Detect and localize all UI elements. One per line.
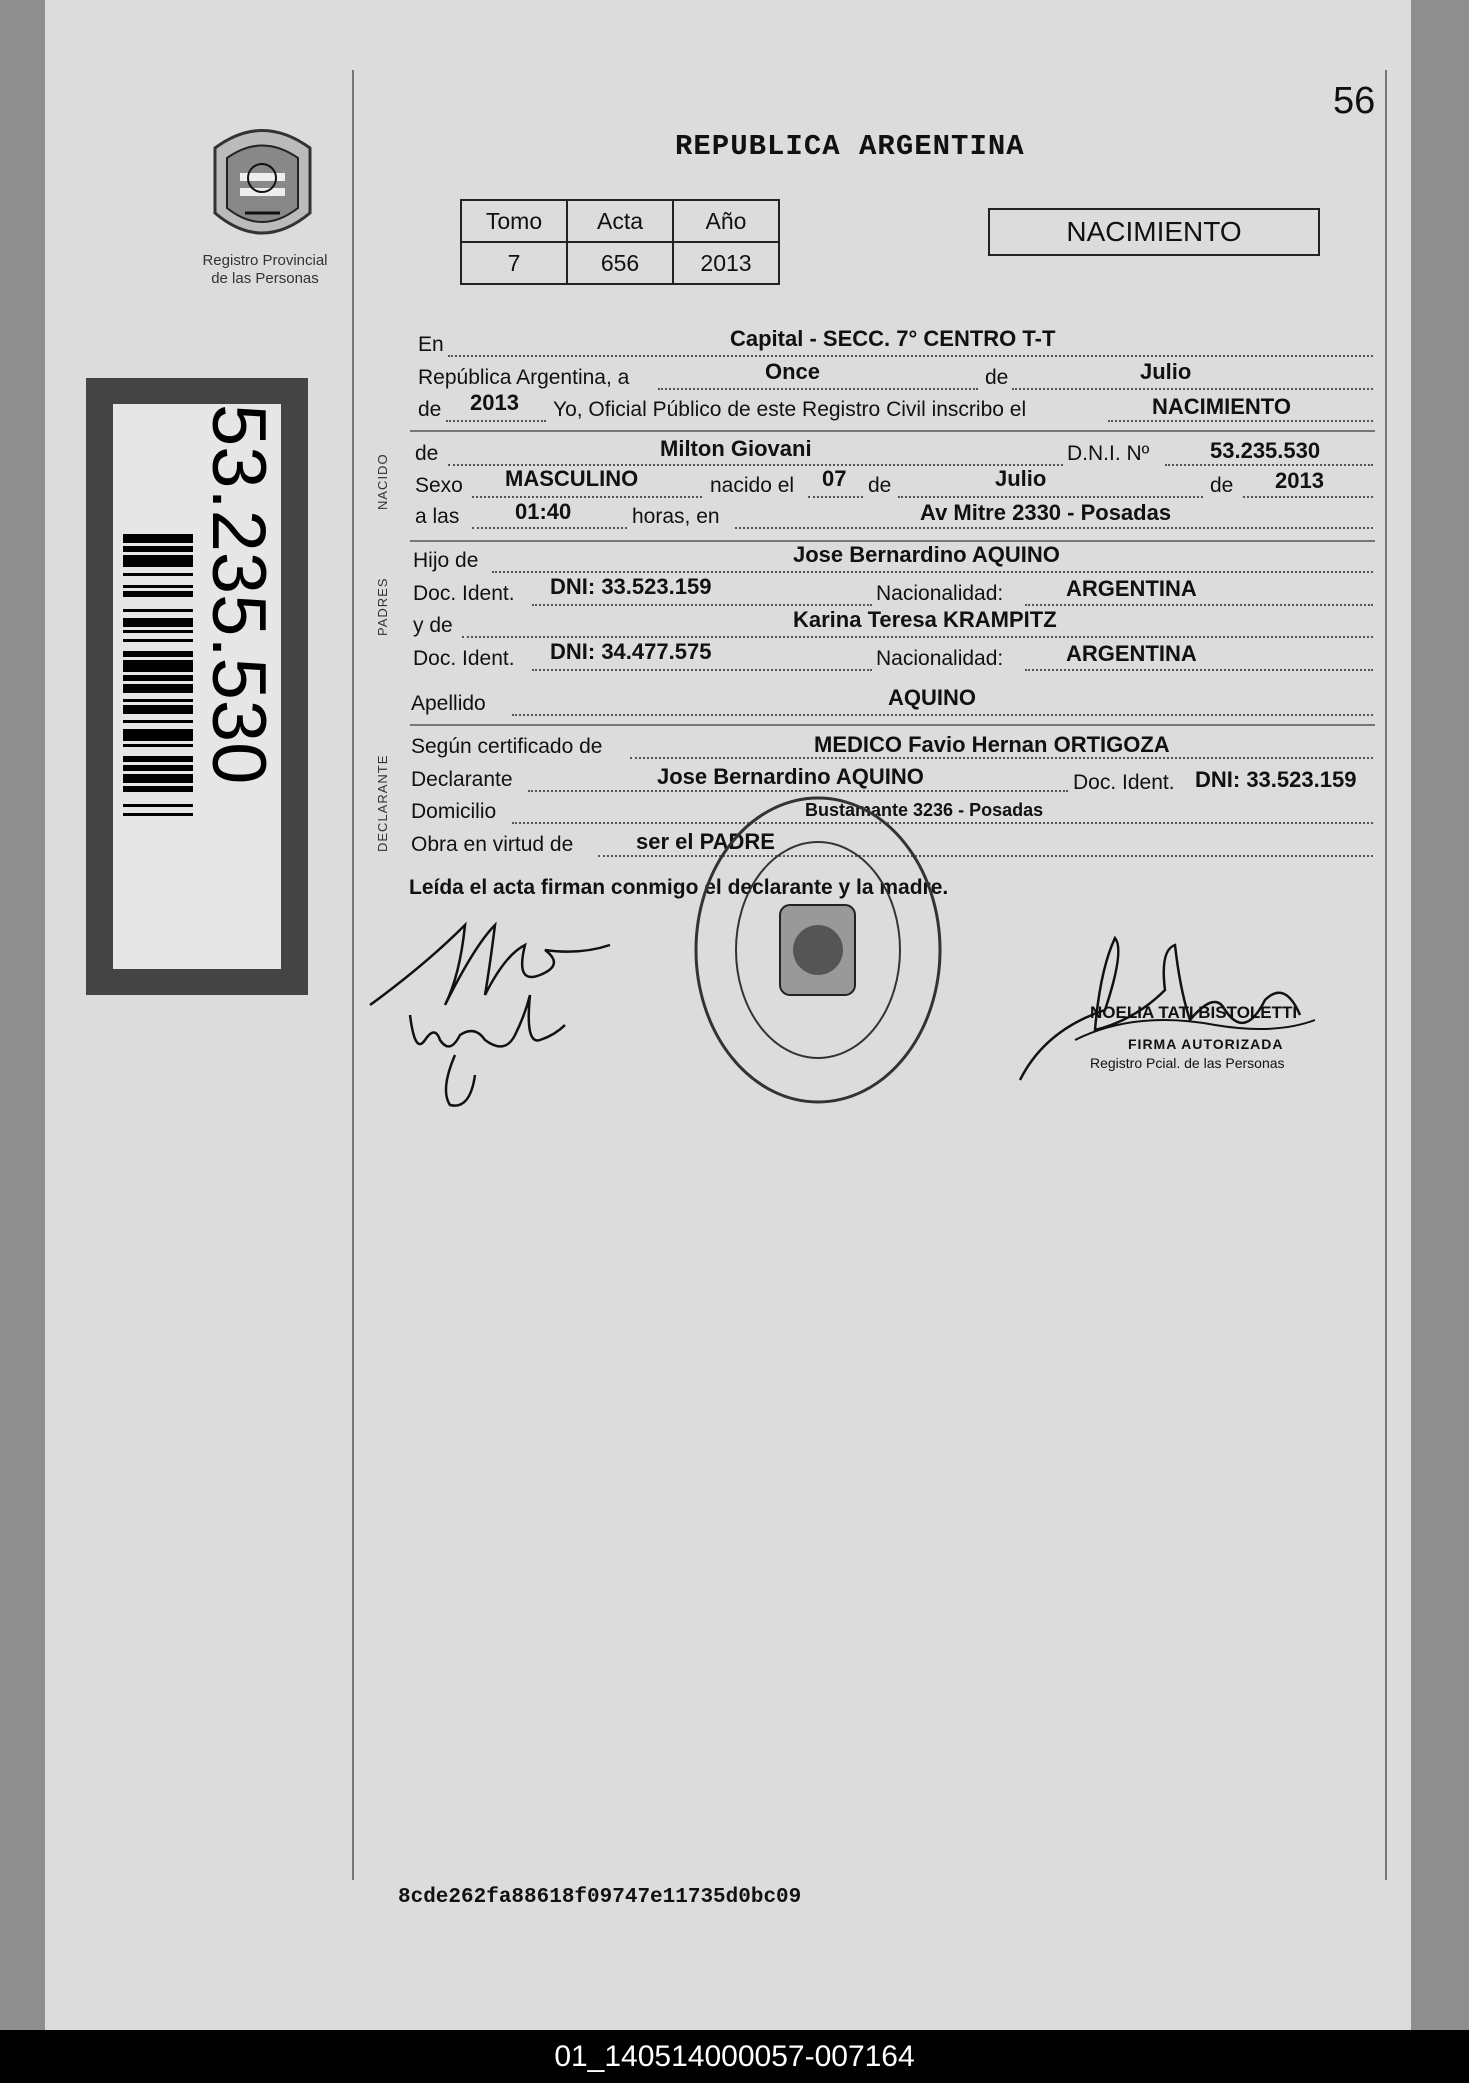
dots-inscribo bbox=[1108, 420, 1373, 422]
footer-id-bar: 01_140514000057-007164 bbox=[0, 2030, 1469, 2083]
record-type-box: NACIMIENTO bbox=[988, 208, 1320, 256]
label-y-de: y de bbox=[413, 614, 453, 637]
section-label-nacido: NACIDO bbox=[375, 453, 390, 510]
label-nacido-de: de bbox=[415, 442, 439, 465]
value-nac-madre: ARGENTINA bbox=[1066, 641, 1197, 666]
separator-3 bbox=[410, 724, 1375, 726]
barcode-label bbox=[86, 378, 308, 995]
label-apellido: Apellido bbox=[411, 692, 486, 715]
dots-madre bbox=[462, 636, 1373, 638]
registry-table bbox=[460, 199, 780, 285]
dots-dia bbox=[658, 388, 978, 390]
value-anio: 2013 bbox=[673, 242, 779, 284]
dots-dia-nac bbox=[808, 496, 863, 498]
label-a-las: a las bbox=[415, 505, 460, 528]
value-en: Capital - SECC. 7° CENTRO T-T bbox=[730, 326, 1056, 351]
value-obra: ser el PADRE bbox=[636, 829, 775, 854]
label-hijo-de: Hijo de bbox=[413, 549, 479, 572]
dots-padre bbox=[492, 571, 1373, 573]
barcode-inner bbox=[113, 404, 281, 969]
value-acta: 656 bbox=[567, 242, 673, 284]
barcode-number-text bbox=[193, 404, 283, 969]
label-de-anio-nac: de bbox=[1210, 474, 1234, 497]
value-lugar: Av Mitre 2330 - Posadas bbox=[920, 500, 1172, 525]
label-certificado: Según certificado de bbox=[411, 735, 603, 758]
document-hash: 8cde262fa88618f09747e11735d0bc09 bbox=[398, 1886, 802, 1909]
value-doc-declarante: DNI: 33.523.159 bbox=[1195, 767, 1357, 792]
label-nac-madre: Nacionalidad: bbox=[876, 647, 1004, 670]
header-acta: Acta bbox=[567, 200, 673, 242]
label-en: En bbox=[418, 333, 444, 356]
label-doc-madre: Doc. Ident. bbox=[413, 647, 515, 670]
value-mes: Julio bbox=[1140, 359, 1192, 384]
label-declarante: Declarante bbox=[411, 768, 513, 791]
logo-caption-line-2: de las Personas bbox=[211, 270, 319, 287]
dots-doc-madre bbox=[532, 669, 872, 671]
value-declarante: Jose Bernardino AQUINO bbox=[657, 764, 924, 789]
label-horas-en: horas, en bbox=[632, 505, 720, 528]
value-madre: Karina Teresa KRAMPITZ bbox=[793, 607, 1057, 632]
label-de-mes: de bbox=[985, 366, 1009, 389]
value-certificado: MEDICO Favio Hernan ORTIGOZA bbox=[814, 732, 1170, 757]
section-label-declarante: DECLARANTE bbox=[375, 754, 390, 852]
right-margin-line bbox=[1385, 70, 1387, 1880]
label-de-mes-nac: de bbox=[868, 474, 892, 497]
separator-1 bbox=[410, 430, 1375, 432]
dots-nac-madre bbox=[1025, 669, 1373, 671]
value-inscribo: NACIMIENTO bbox=[1152, 394, 1291, 419]
value-dia-nac: 07 bbox=[822, 466, 847, 491]
dots-mes-nac bbox=[898, 496, 1203, 498]
section-label-padres: PADRES bbox=[375, 577, 390, 636]
label-nacido-el: nacido el bbox=[710, 474, 795, 497]
dots-lugar bbox=[735, 527, 1373, 529]
dots-nac-padre bbox=[1025, 604, 1373, 606]
value-padre: Jose Bernardino AQUINO bbox=[793, 542, 1060, 567]
document-title: REPUBLICA ARGENTINA bbox=[675, 130, 1025, 163]
value-doc-madre: DNI: 34.477.575 bbox=[550, 639, 712, 664]
official-seal-icon bbox=[690, 790, 945, 1110]
label-dni: D.N.I. Nº bbox=[1067, 442, 1150, 465]
value-anio: 2013 bbox=[470, 390, 519, 415]
dots-sexo bbox=[472, 496, 702, 498]
official-office: Registro Pcial. de las Personas bbox=[1090, 1055, 1285, 1071]
value-dni: 53.235.530 bbox=[1210, 438, 1321, 463]
value-nombre: Milton Giovani bbox=[660, 436, 812, 461]
dots-mes bbox=[1012, 388, 1373, 390]
dots-anio bbox=[446, 420, 546, 422]
closing-text: Leída el acta firman conmigo el declarante y la madre. bbox=[409, 876, 949, 899]
value-hora: 01:40 bbox=[515, 499, 572, 524]
official-name: NOELIA TATI BISTOLETTI bbox=[1090, 1003, 1298, 1022]
value-sexo: MASCULINO bbox=[505, 466, 639, 491]
dots-en bbox=[448, 355, 1373, 357]
label-republica: República Argentina, a bbox=[418, 366, 630, 389]
label-yo-oficial: Yo, Oficial Público de este Registro Civil inscribo el bbox=[553, 398, 1027, 421]
value-anio-nac: 2013 bbox=[1275, 468, 1324, 493]
value-tomo: 7 bbox=[461, 242, 567, 284]
header-tomo: Tomo bbox=[461, 200, 567, 242]
dots-doc-padre bbox=[532, 604, 872, 606]
label-doc-padre: Doc. Ident. bbox=[413, 582, 515, 605]
label-nac-padre: Nacionalidad: bbox=[876, 582, 1004, 605]
page-number: 56 bbox=[1333, 80, 1376, 122]
label-domicilio: Domicilio bbox=[411, 800, 497, 823]
value-mes-nac: Julio bbox=[995, 466, 1047, 491]
dots-dni bbox=[1165, 464, 1373, 466]
value-domicilio: Bustamante 3236 - Posadas bbox=[805, 800, 1044, 820]
header-anio: Año bbox=[673, 200, 779, 242]
left-margin-line bbox=[352, 70, 354, 1880]
value-apellido: AQUINO bbox=[888, 685, 976, 710]
dots-anio-nac bbox=[1243, 496, 1373, 498]
label-doc-declarante: Doc. Ident. bbox=[1073, 771, 1175, 794]
dots-hora bbox=[472, 527, 627, 529]
logo-caption-line-1: Registro Provincial bbox=[202, 252, 328, 269]
value-doc-padre: DNI: 33.523.159 bbox=[550, 574, 712, 599]
logo-caption bbox=[195, 252, 335, 288]
dots-apellido bbox=[512, 714, 1373, 716]
misiones-coat-of-arms-icon bbox=[205, 118, 320, 250]
declarant-signature-icon bbox=[365, 905, 635, 1115]
label-obra: Obra en virtud de bbox=[411, 833, 574, 856]
value-nac-padre: ARGENTINA bbox=[1066, 576, 1197, 601]
official-title: FIRMA AUTORIZADA bbox=[1128, 1036, 1284, 1052]
barcode-number: 53.235.530 bbox=[196, 404, 281, 785]
label-de-anio: de bbox=[418, 398, 442, 421]
value-dia: Once bbox=[765, 359, 821, 384]
barcode-icon bbox=[123, 534, 193, 924]
label-sexo: Sexo bbox=[415, 474, 463, 497]
